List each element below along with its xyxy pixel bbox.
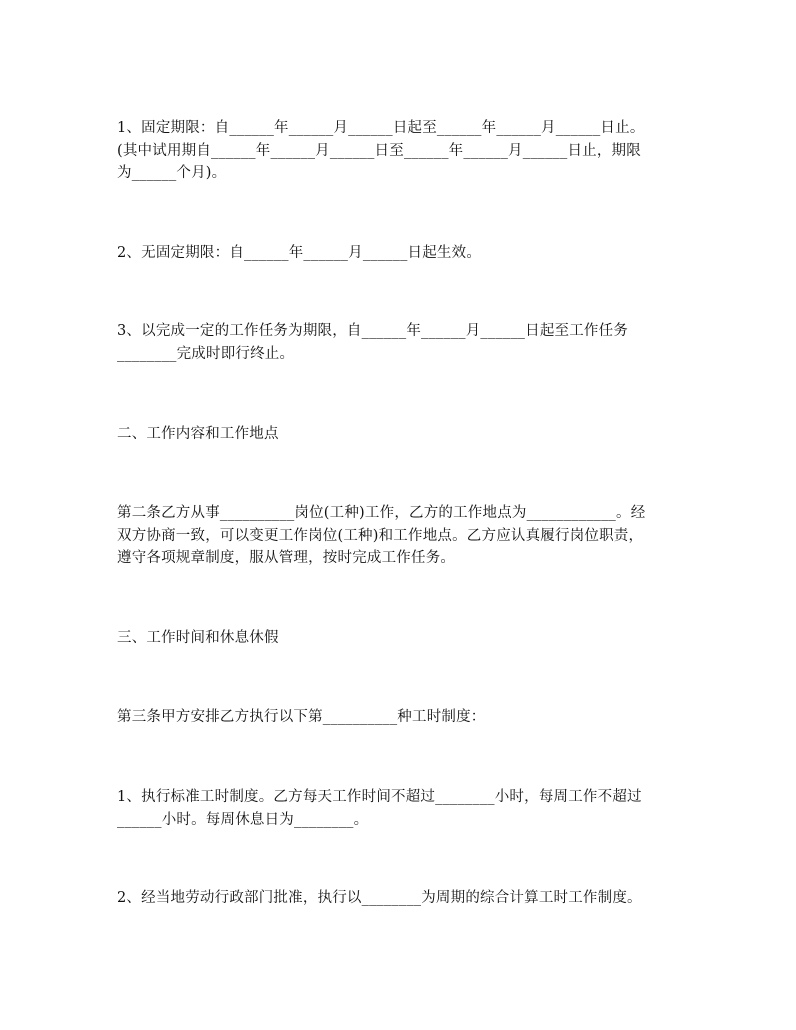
text-line: (其中试用期自______年______月______日至______年______月______日止，期限: [117, 142, 641, 159]
text-line: 三、工作时间和休息休假: [117, 630, 279, 646]
text-line: 2、经当地劳动行政部门批准，执行以________为周期的综合计算工时工作制度。: [117, 890, 642, 906]
text-line: 二、工作内容和工作地点: [117, 426, 279, 442]
paragraph-standard-hours: [117, 786, 681, 831]
section-heading-work-time: [117, 627, 681, 650]
text-line: 2、无固定期限：自______年______月______日起生效。: [117, 245, 482, 261]
paragraph-article-3: [117, 706, 681, 729]
text-line: ________完成时即行终止。: [117, 345, 295, 362]
text-line: 为______个月)。: [117, 165, 227, 181]
text-line: 第三条甲方安排乙方执行以下第__________种工时制度：: [117, 709, 486, 725]
paragraph-fixed-term: [117, 117, 681, 185]
text-line: 1、执行标准工时制度。乙方每天工作时间不超过________小时，每周工作不超过: [117, 789, 642, 805]
text-line: 1、固定期限：自______年______月______日起至______年______月______日止。: [117, 120, 645, 136]
paragraph-no-fixed-term: [117, 242, 681, 265]
paragraph-task-term: [117, 320, 681, 365]
paragraph-comprehensive-hours: [117, 887, 681, 910]
text-line: 双方协商一致，可以变更工作岗位(工种)和工作地点。乙方应认真履行岗位职责，: [117, 527, 644, 544]
text-line: 遵守各项规章制度，服从管理，按时完成工作任务。: [117, 550, 456, 566]
text-line: 第二条乙方从事__________岗位(工种)工作，乙方的工作地点为____________。经: [117, 505, 646, 521]
section-heading-work-content: [117, 423, 681, 446]
paragraph-article-2: [117, 502, 681, 570]
text-line: 3、以完成一定的工作任务为期限，自______年______月______日起至工作任务: [117, 323, 629, 339]
text-line: ______小时。每周休息日为________。: [117, 811, 369, 828]
